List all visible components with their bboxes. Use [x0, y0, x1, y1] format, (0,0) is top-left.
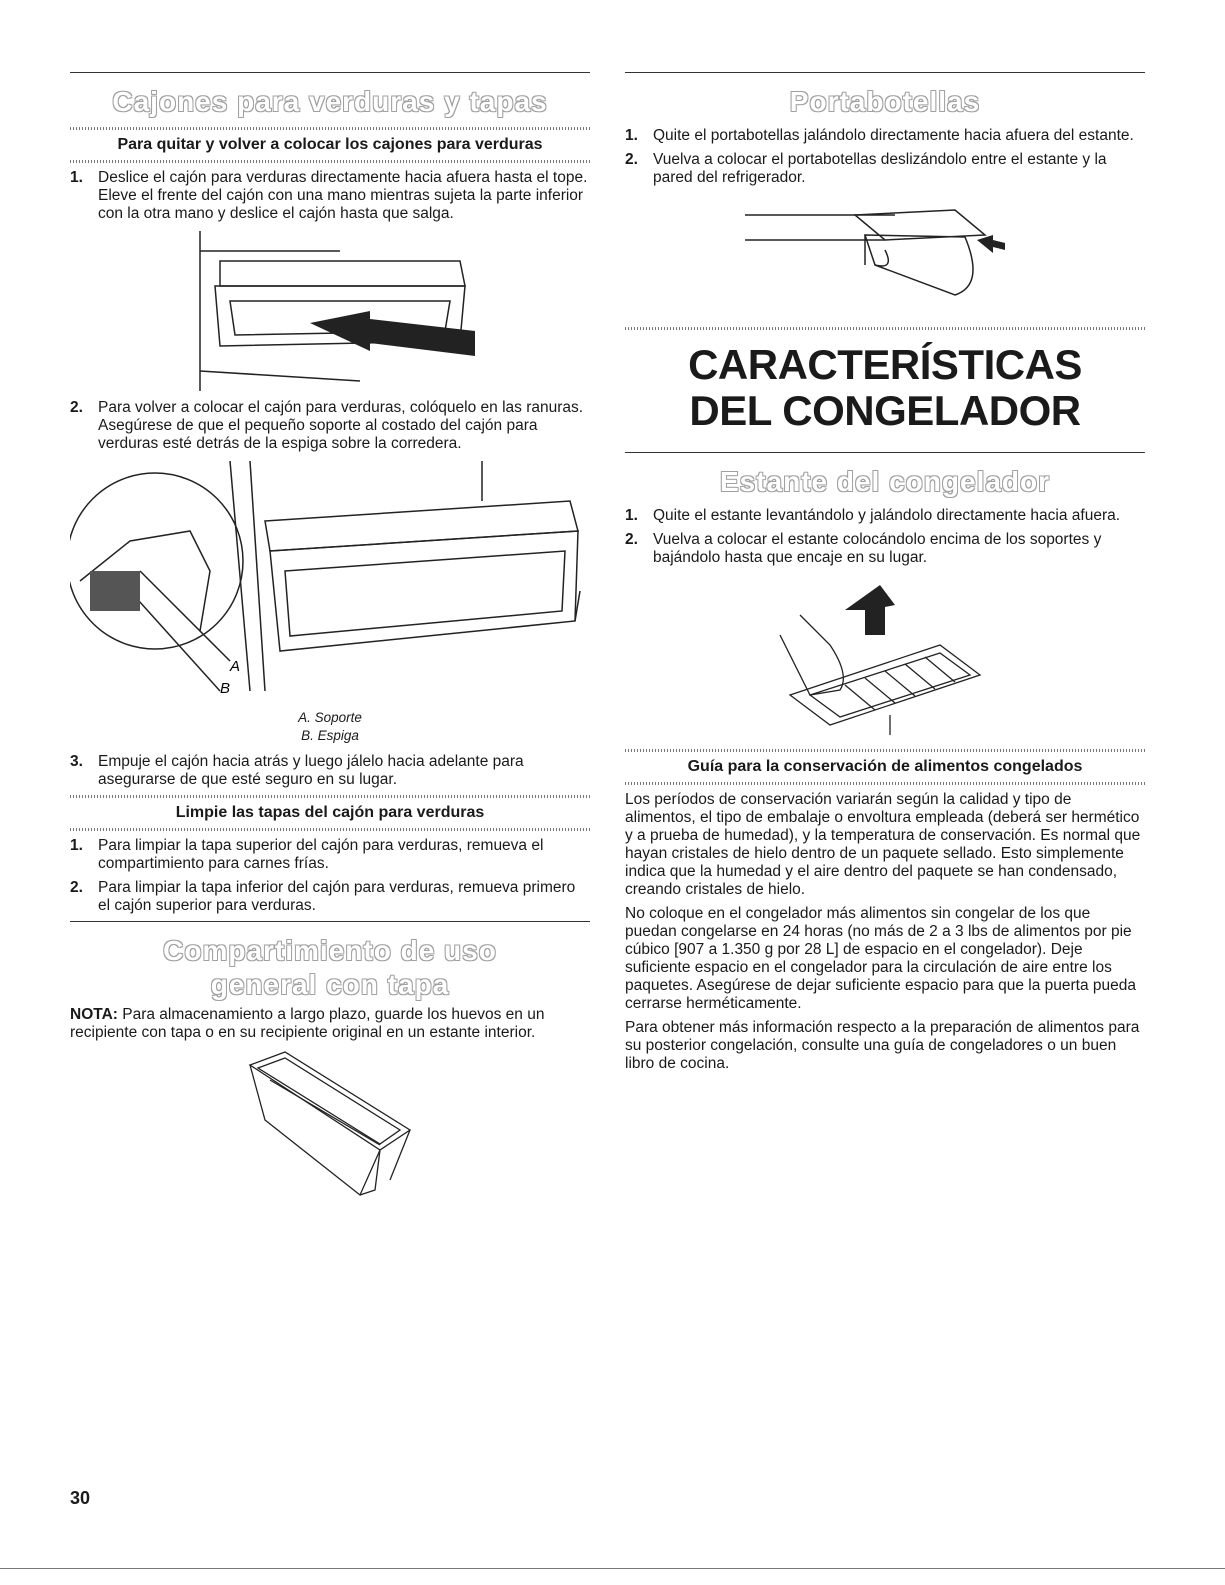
section-title-general-bin-1: Compartimiento de uso — [163, 935, 497, 966]
list-item: 2. Vuelva a colocar el portabotellas deslizándolo entre el estante y la pared del refrigerador. — [625, 151, 1107, 186]
subheading-frozen-food-guide: Guía para la conservación de alimentos congelados — [687, 758, 1083, 775]
section-rule — [625, 452, 1145, 453]
bottom-rule — [0, 1568, 1225, 1569]
paragraph: Los períodos de conservación variarán según la calidad y tipo de alimentos, el tipo de embalaje o envoltura empleada (deberá ser hermético y a prueba de humedad), y la temperatura de conservación. Es normal que hayan cristales de hielo dentro de un paquete sellado. Esto simplemente indica que la humedad y el aire dentro del paquete se han condensado, creando cristales de hielo. — [625, 791, 1141, 898]
page-title-freezer-features: CARACTERÍSTICAS DEL CONGELADOR — [688, 341, 1082, 434]
caption-a: A. Soporte — [298, 710, 362, 725]
dotted-rule — [625, 327, 1145, 330]
list-item: 1. Quite el portabotellas jalándolo directamente hacia afuera del estante. — [625, 127, 1134, 144]
dotted-rule — [70, 795, 590, 798]
bottle-rack-illustration — [745, 195, 1025, 305]
caption-b: B. Espiga — [301, 728, 359, 743]
dotted-rule — [70, 828, 590, 831]
note-paragraph: NOTA: Para almacenamiento a largo plazo, guarde los huevos en un recipiente con tapa o en su recipiente original en un estante interior. — [70, 1006, 545, 1041]
freezer-shelf-illustration — [770, 575, 1000, 735]
dotted-rule — [70, 127, 590, 130]
top-rule — [70, 72, 590, 73]
dotted-rule — [625, 749, 1145, 752]
paragraph: Para obtener más información respecto a la preparación de alimentos para su posterior congelación, consulte una guía de congeladores o un buen libro de cocina. — [625, 1019, 1140, 1072]
label-b: B — [220, 680, 231, 697]
list-item: 2. Vuelva a colocar el estante colocándolo encima de los soportes y bajándolo hasta que encaje en su lugar. — [625, 531, 1102, 566]
paragraph: No coloque en el congelador más alimentos sin congelar de los que puedan congelarse en 24 horas (no más de 2 a 3 lbs de alimentos por pie cúbico [907 a 1.350 g por 28 L] de espacio en el congelador). Deje suficiente espacio en el congelador para la circulación de aire entre los paquetes. Asegúrese de dejar suficiente espacio para que la puerta pueda cerrarse herméticamente. — [625, 905, 1137, 1012]
crisper-slot-illustration — [70, 461, 590, 701]
section-title-general-bin-2: general con tapa — [210, 969, 450, 1000]
crisper-drawer-illustration — [180, 231, 480, 391]
section-title-freezer-shelf: Estante del congelador — [719, 466, 1051, 497]
subheading-clean-lids: Limpie las tapas del cajón para verduras — [175, 804, 485, 821]
section-title-crisper: Cajones para verduras y tapas — [112, 86, 548, 117]
subheading-remove-crisper: Para quitar y volver a colocar los cajones para verduras — [117, 136, 543, 153]
list-item: 3. Empuje el cajón hacia atrás y luego jálelo hacia adelante para asegurarse de que esté seguro en su lugar. — [70, 753, 524, 788]
bottle-rack-steps — [625, 127, 1145, 187]
list-item: 1. Para limpiar la tapa superior del cajón para verduras, remueva el compartimiento para carnes frías. — [70, 837, 544, 872]
list-item: 1. Deslice el cajón para verduras directamente hacia afuera hasta el tope. Eleve el frente del cajón con una mano mientras sujeta la parte inferior con la otra mano y deslice el cajón hasta que salga. — [70, 169, 588, 222]
label-a: A — [230, 658, 241, 675]
left-column — [70, 72, 590, 1208]
general-bin-illustration — [230, 1050, 430, 1200]
section-rule — [70, 921, 590, 922]
list-item: 1. Quite el estante levantándolo y jalándolo directamente hacia afuera. — [625, 507, 1121, 524]
list-item: 2. Para limpiar la tapa inferior del cajón para verduras, remueva primero el cajón superior para verduras. — [70, 879, 576, 914]
dotted-rule — [625, 782, 1145, 785]
dotted-rule — [70, 160, 590, 163]
page-number: 30 — [70, 1488, 91, 1508]
freezer-shelf-steps — [625, 507, 1145, 567]
crisper-steps — [70, 169, 590, 223]
clean-lid-steps — [70, 837, 590, 915]
right-column — [625, 72, 1145, 1079]
list-item: 2. Para volver a colocar el cajón para verduras, colóquelo en las ranuras. Asegúrese de que el pequeño soporte al costado del cajón para verduras esté detrás de la espiga sobre la corredera. — [70, 399, 584, 452]
top-rule — [625, 72, 1145, 73]
section-title-bottle-rack: Portabotellas — [789, 86, 981, 117]
